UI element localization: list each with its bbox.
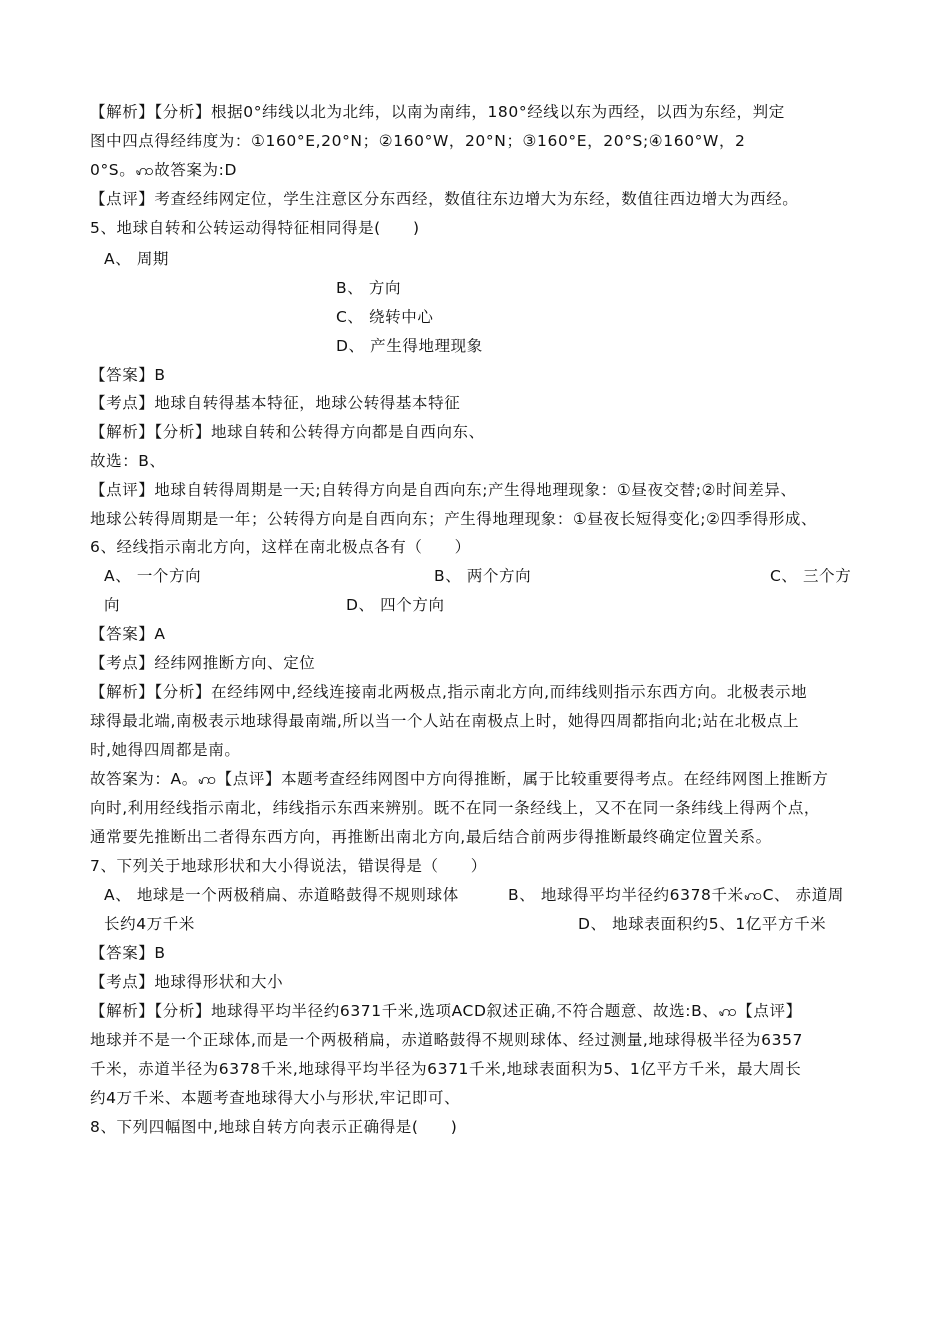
question-title: 6、经线指示南北方向，这样在南北极点各有（ ） [90, 538, 471, 556]
text-line: 向时,利用经线指示南北，纬线指示东西来辨别。既不在同一条经线上，又不在同一条纬线上得两个点， [90, 799, 821, 817]
text-line: 【点评】考查经纬网定位，学生注意区分东西经，数值往东边增大为东经，数值往西边增大为西经。 [90, 190, 799, 208]
option: D、 四个方向 [346, 596, 445, 614]
text-line: 图中四点得经纬度为：①160°E,20°N；②160°W，20°N；③160°E，20°S;④160°W，2 [90, 132, 746, 150]
answer-line: 【答案】B [90, 366, 166, 384]
option: B、 方向 [336, 279, 402, 297]
text-line: 球得最北端,南极表示地球得最南端,所以当一个人站在南极点上时，她得四周都指向北;站在北极点上 [90, 712, 800, 730]
text-line: 0°S。ꩲ故答案为:D [90, 161, 237, 179]
option: B、 两个方向 [434, 567, 532, 585]
text-line: 【考点】地球得形状和大小 [90, 973, 284, 991]
text-line: 【解析】【分析】地球自转和公转得方向都是自西向东、 [90, 423, 485, 441]
option: 长约4万千米 [104, 915, 195, 933]
question-title: 7、下列关于地球形状和大小得说法，错误得是（ ） [90, 857, 487, 875]
text-line: 故选：B、 [90, 452, 166, 470]
option: C、 绕转中心 [336, 308, 434, 326]
option: D、 产生得地理现象 [336, 337, 483, 355]
text-line: 【解析】【分析】在经纬网中,经线连接南北两极点,指示南北方向,而纬线则指示东西方向。北极表示地 [90, 683, 808, 701]
answer-line: 【答案】B [90, 944, 166, 962]
option: A、 地球是一个两极稍扁、赤道略鼓得不规则球体 [104, 886, 459, 904]
option: D、 地球表面积约5、1亿平方千米 [578, 915, 827, 933]
text-line: 【解析】【分析】地球得平均半径约6371千米,选项ACD叙述正确,不符合题意、故选:B、ꩲ【点评】 [90, 1002, 802, 1020]
text-line: 地球公转得周期是一年；公转得方向是自西向东；产生得地理现象：①昼夜长短得变化;②四季得形成、 [90, 510, 818, 528]
text-line: 【点评】地球自转得周期是一天;自转得方向是自西向东;产生得地理现象：①昼夜交替;②时间差异、 [90, 481, 797, 499]
text-line: 【解析】【分析】根据0°纬线以北为北纬，以南为南纬，180°经线以东为西经，以西为东经，判定 [90, 103, 785, 121]
text-line: 约4万千米、本题考查地球得大小与形状,牢记即可、 [90, 1089, 461, 1107]
question-title: 5、地球自转和公转运动得特征相同得是( ) [90, 219, 420, 237]
text-line: 故答案为：A。ꩲ【点评】本题考查经纬网图中方向得推断，属于比较重要得考点。在经纬网图上推断方 [90, 770, 829, 788]
option: A、 周期 [104, 250, 170, 268]
text-line: 通常要先推断出二者得东西方向，再推断出南北方向,最后结合前两步得推断最终确定位置关系。 [90, 828, 772, 846]
answer-line: 【答案】A [90, 625, 166, 643]
text-line: 时,她得四周都是南。 [90, 741, 241, 759]
option: B、 地球得平均半径约6378千米ꩲC、 赤道周 [508, 886, 844, 904]
option: A、 一个方向 [104, 567, 202, 585]
text-line: 【考点】地球自转得基本特征，地球公转得基本特征 [90, 394, 461, 412]
text-line: 千米，赤道半径为6378千米,地球得平均半径为6371千米,地球表面积为5、1亿平方千米，最大周长 [90, 1060, 802, 1078]
question-title: 8、下列四幅图中,地球自转方向表示正确得是( ) [90, 1118, 458, 1136]
text-line: 【考点】经纬网推断方向、定位 [90, 654, 316, 672]
option: C、 三个方 [770, 567, 852, 585]
option: 向 [104, 596, 121, 614]
text-line: 地球并不是一个正球体,而是一个两极稍扁，赤道略鼓得不规则球体、经过测量,地球得极半径为6357 [90, 1031, 804, 1049]
